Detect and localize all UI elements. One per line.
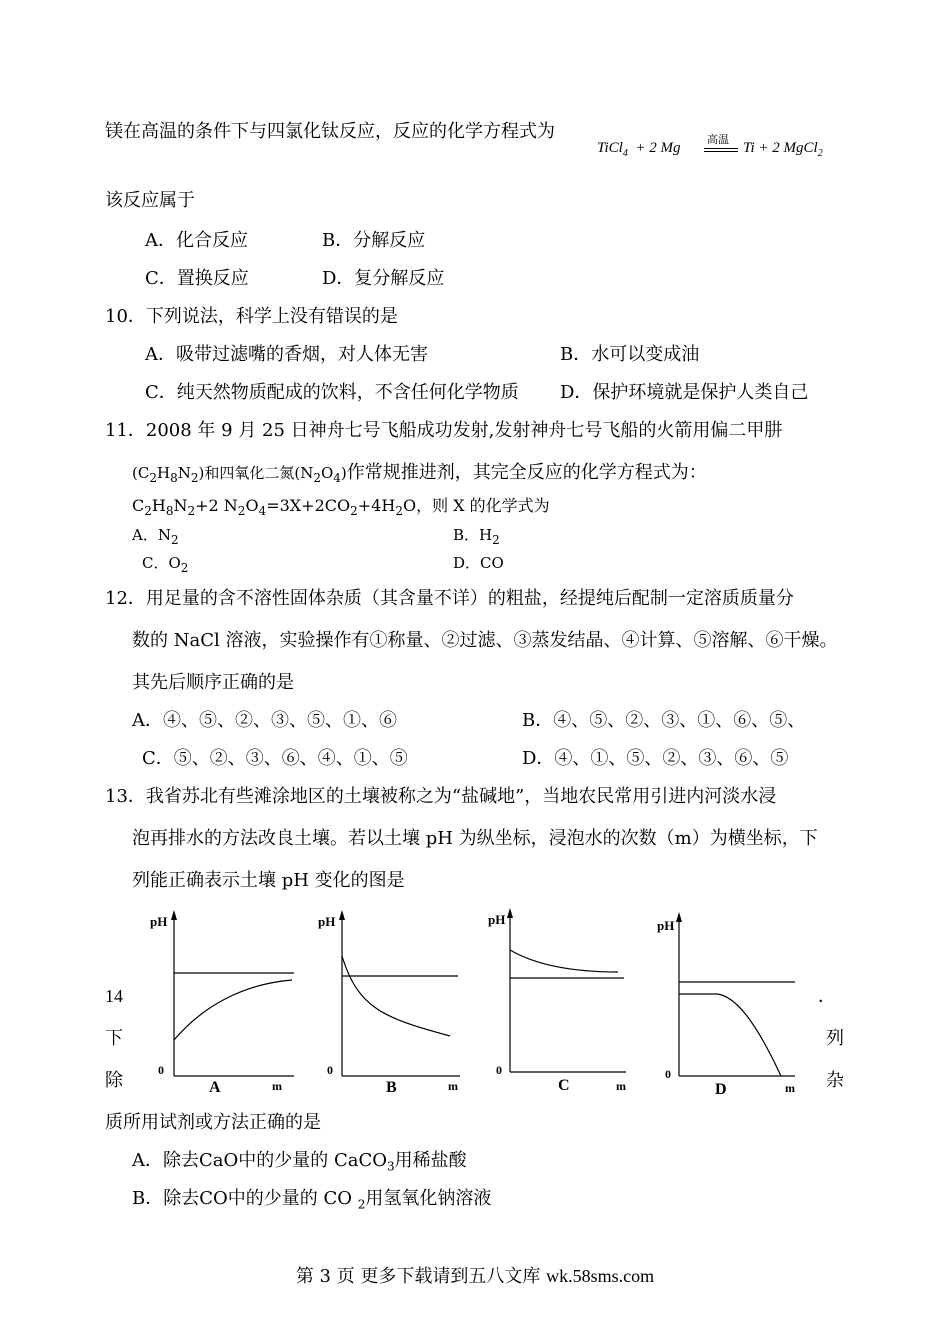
q11-option-c-label: C． <box>142 554 169 572</box>
q9-stem: 镁在高温的条件下与四氯化钛反应，反应的化学方程式为 <box>105 121 555 142</box>
q9-option-c: C．置换反应 <box>145 268 249 289</box>
q11-line2 <box>132 462 707 485</box>
q11-line1: 11．2008 年 9 月 25 日神舟七号飞船成功发射,发射神舟七号飞船的火箭用偏二甲肼 <box>105 420 783 441</box>
page-footer <box>0 1262 950 1288</box>
q11-option-b-label: B． <box>453 526 480 544</box>
x-label: m <box>448 1079 458 1093</box>
q11-option-c: C．$O_2$ <box>142 554 189 575</box>
q12-option-b: B．④、⑤、②、③、①、⑥、⑤、 <box>522 710 806 731</box>
q11-udmh-formula: $(C_2H_8N_2)$和四氧化二氮$(N_2O_4)$ <box>132 464 347 485</box>
q12-line2: 数的 NaCl 溶液，实验操作有①称量、②过滤、③蒸发结晶、④计算、⑤溶解、⑥干燥。 <box>132 630 838 651</box>
q14-char-xia: 下 <box>105 1028 123 1049</box>
curve <box>679 994 781 1076</box>
curve <box>174 980 292 1040</box>
y-label: pH <box>488 912 506 927</box>
q14-option-b <box>132 1188 491 1212</box>
q14-char-za: 杂 <box>826 1070 844 1091</box>
q11-option-a: A．$N_2$ <box>132 526 179 547</box>
q14-option-a-prefix: A．除去CaO中的少量的 <box>132 1150 334 1171</box>
y-arrow <box>339 910 345 920</box>
q12-option-c: C．⑤、②、③、⑥、④、①、⑤ <box>142 748 408 769</box>
q9-condition: 高温 <box>707 133 729 146</box>
q14-option-b-prefix: B．除去CO中的少量的 <box>132 1188 324 1209</box>
graph-letter: A <box>209 1079 221 1096</box>
y-label: pH <box>150 914 168 929</box>
q11-option-a-label: A． <box>132 526 158 544</box>
q14-char-chu: 除 <box>105 1070 123 1091</box>
y-arrow <box>676 912 682 922</box>
q10-option-a: A．吸带过滤嘴的香烟，对人体无害 <box>145 344 428 365</box>
x-label: m <box>272 1079 282 1093</box>
q10-option-c: C．纯天然物质配成的饮料，不含任何化学物质 <box>145 382 519 403</box>
graph-c <box>486 904 636 1094</box>
graph-d <box>655 910 805 1100</box>
q14-option-a-suffix: 用稀盐酸 <box>394 1150 467 1171</box>
q14-dot: ． <box>818 986 836 1007</box>
origin-label: 0 <box>327 1063 333 1077</box>
curve <box>342 956 450 1036</box>
q13-line3: 列能正确表示土壤 pH 变化的图是 <box>132 870 405 891</box>
footer-site-link[interactable]: wk.58sms.com <box>546 1266 655 1286</box>
q9-follow: 该反应属于 <box>105 190 195 211</box>
q13-line2: 泡再排水的方法改良土壤。若以土壤 pH 为纵坐标，浸泡水的次数（m）为横坐标，下 <box>132 828 818 849</box>
q14-caco3: CaCO$_3$ <box>333 1150 395 1174</box>
graph-a <box>148 908 298 1098</box>
q12-line3: 其先后顺序正确的是 <box>132 672 294 693</box>
q9-option-b: B．分解反应 <box>322 230 426 251</box>
graph-letter: D <box>715 1081 727 1098</box>
q11-line2-text: 作常规推进剂，其完全反应的化学方程式为： <box>346 462 707 483</box>
q9-equals-line-2 <box>704 151 738 152</box>
q9-option-d: D．复分解反应 <box>322 268 445 289</box>
x-label: m <box>785 1081 795 1095</box>
eq-reactants: TiCl$_4$ + 2 Mg <box>597 140 681 159</box>
origin-label: 0 <box>158 1063 164 1077</box>
q14-char-lie: 列 <box>826 1028 844 1049</box>
q11-line3-text: ，则 X 的化学式为 <box>416 496 550 515</box>
q10-stem: 10．下列说法，科学上没有错误的是 <box>105 306 398 327</box>
q9-equals-line-1 <box>704 148 738 149</box>
q11-option-d: D．CO <box>453 554 504 572</box>
q10-option-d: D．保护环境就是保护人类自己 <box>560 382 809 403</box>
q14-option-a <box>132 1150 467 1174</box>
origin-label: 0 <box>665 1067 671 1081</box>
q10-option-b: B．水可以变成油 <box>560 344 700 365</box>
q9-products: Ti + 2 MgCl$_2$ <box>743 140 823 159</box>
q9-option-a: A．化合反应 <box>145 230 248 251</box>
q14-line2: 质所用试剂或方法正确的是 <box>105 1112 321 1133</box>
q12-line1: 12．用足量的含不溶性固体杂质（其含量不详）的粗盐，经提纯后配制一定溶质质量分 <box>105 588 794 609</box>
x-label: m <box>616 1079 626 1093</box>
y-arrow <box>507 908 513 918</box>
q11-line3 <box>132 496 550 519</box>
q14-option-b-suffix: 用氢氧化钠溶液 <box>365 1188 492 1209</box>
graph-letter: C <box>558 1077 570 1094</box>
q13-line1: 13．我省苏北有些滩涂地区的土壤被称之为“盐碱地”，当地农民常用引进内河淡水浸 <box>105 786 777 807</box>
q14-number: 14 <box>105 986 123 1006</box>
q12-option-d: D．④、①、⑤、②、③、⑥、⑤ <box>522 748 789 769</box>
q11-equation: $C_2H_8N_2+2$ $N_2O_4=3X+2CO_2+4H_2O$ <box>132 496 417 519</box>
y-arrow <box>171 910 177 920</box>
origin-label: 0 <box>496 1063 502 1077</box>
graph-b <box>318 908 468 1098</box>
q9-equation <box>597 140 680 159</box>
y-label: pH <box>318 914 336 929</box>
q12-option-a: A．④、⑤、②、③、⑤、①、⑥ <box>132 710 397 731</box>
q11-option-b: B．$H_2$ <box>453 526 500 547</box>
graph-letter: B <box>386 1079 397 1096</box>
curve <box>510 950 618 972</box>
footer-page-text: 第 3 页 更多下载请到五八文库 <box>295 1266 541 1287</box>
q14-co2: CO $_2$ <box>323 1188 366 1212</box>
y-label: pH <box>657 918 675 933</box>
